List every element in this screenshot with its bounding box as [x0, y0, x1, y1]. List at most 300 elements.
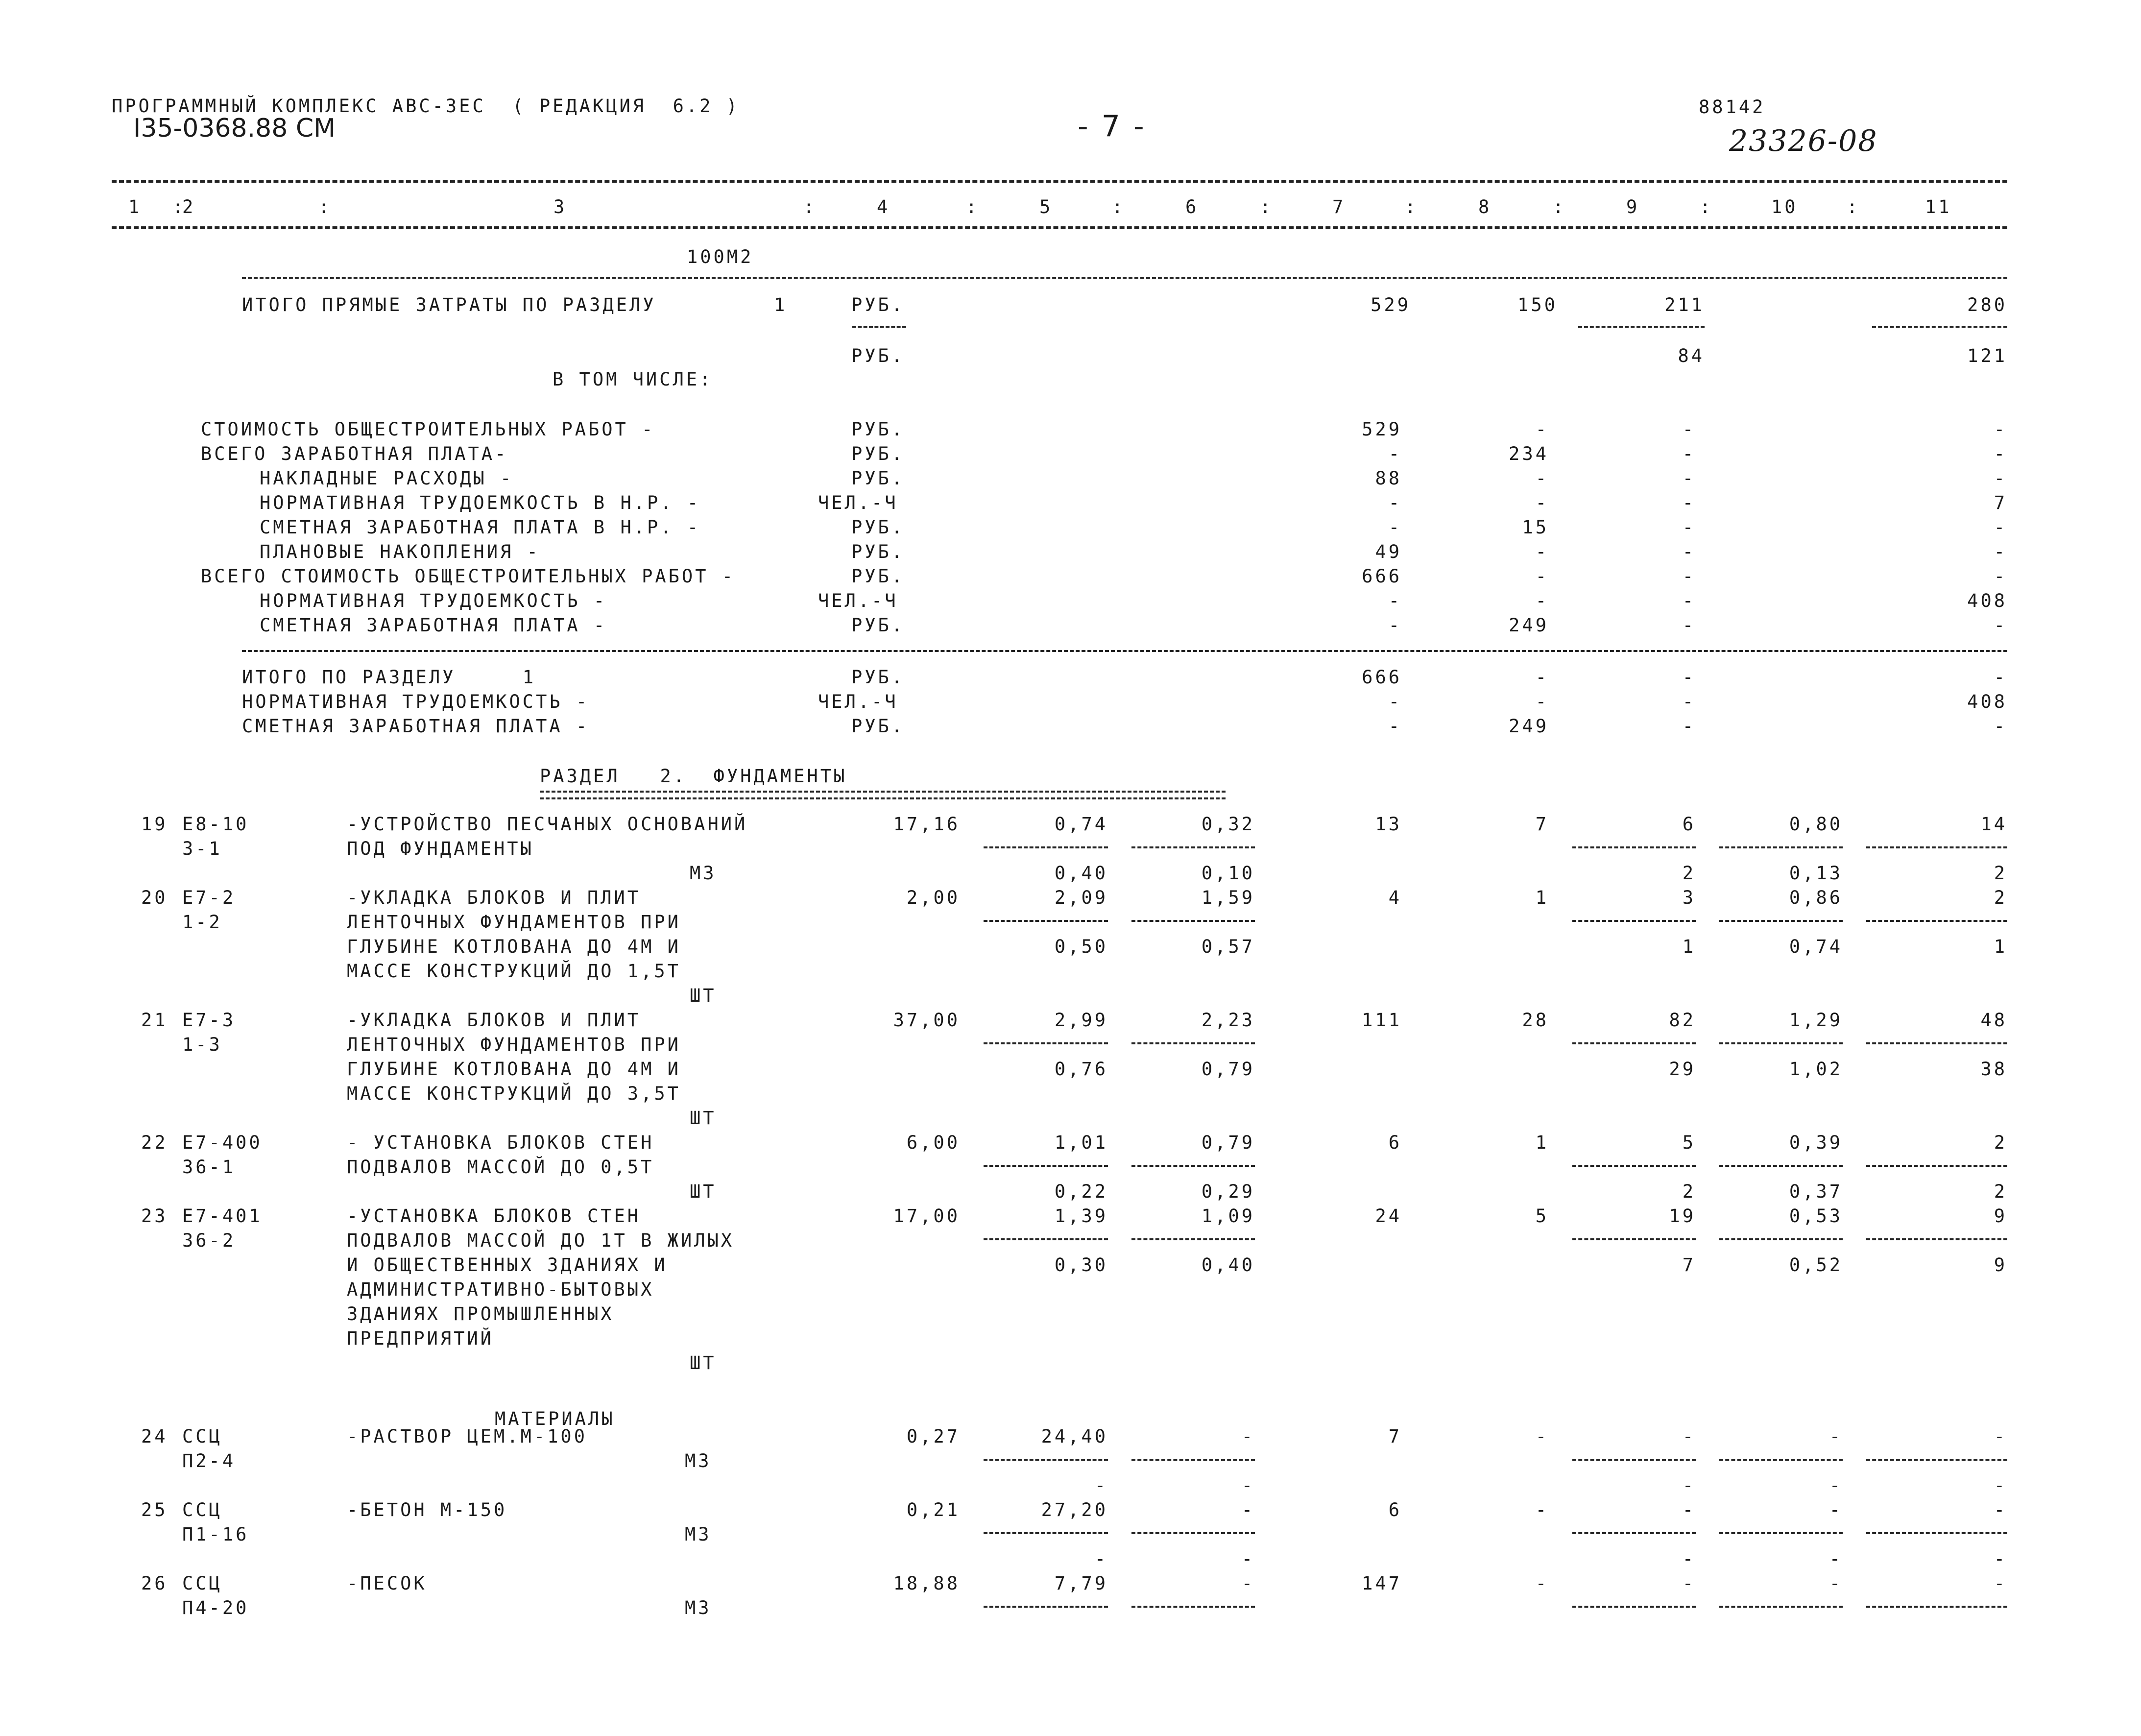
item-description: ГЛУБИНЕ КОТЛОВАНА ДО 4М И — [347, 936, 681, 957]
column-divider: : — [1260, 196, 1274, 217]
material-c9b: - — [1682, 1548, 1696, 1569]
summary-c9: - — [1682, 590, 1696, 611]
separator — [984, 1165, 1108, 1167]
column-number: 4 — [877, 196, 890, 217]
separator — [1719, 1606, 1843, 1608]
summary-c8: - — [1535, 566, 1549, 587]
item-c9: 3 — [1682, 887, 1696, 908]
column-divider: : — [803, 196, 817, 217]
material-description: -БЕТОН М-150 — [347, 1499, 507, 1520]
column-number: 11 — [1925, 196, 1952, 217]
material-c10: - — [1829, 1573, 1843, 1594]
section-total-c8: - — [1535, 691, 1549, 712]
summary-label: СМЕТНАЯ ЗАРАБОТНАЯ ПЛАТА - — [260, 615, 607, 636]
column-divider: : — [172, 196, 186, 217]
summary-c7: 49 — [1375, 541, 1402, 562]
materials-title: МАТЕРИАЛЫ — [495, 1408, 615, 1429]
item-c4: 6,00 — [906, 1132, 960, 1153]
summary-unit: РУБ. — [851, 615, 905, 636]
item-number: 20 — [141, 887, 168, 908]
material-c5b: - — [1094, 1475, 1108, 1496]
section-total-c9: - — [1682, 667, 1696, 688]
item-code-sub: 3-1 — [182, 838, 222, 859]
item-c11b: 38 — [1980, 1059, 2007, 1080]
item-c6: 1,59 — [1201, 887, 1255, 908]
column-number: 5 — [1039, 196, 1053, 217]
material-c6: - — [1241, 1426, 1255, 1447]
separator — [1719, 1238, 1843, 1240]
item-description: ПРЕДПРИЯТИЙ — [347, 1328, 494, 1349]
item-c5: 2,09 — [1054, 887, 1108, 908]
summary-c7: - — [1388, 443, 1402, 464]
summary-label: ВСЕГО ЗАРАБОТНАЯ ПЛАТА- — [201, 443, 508, 464]
item-c9: 6 — [1682, 814, 1696, 835]
totals-direct-c9: 211 — [1664, 294, 1705, 315]
item-description: -УКЛАДКА БЛОКОВ И ПЛИТ — [347, 1010, 641, 1031]
separator — [1572, 846, 1696, 848]
item-c8: 5 — [1535, 1206, 1549, 1227]
summary-unit: РУБ. — [851, 419, 905, 440]
item-c11: 48 — [1980, 1010, 2007, 1031]
summary-c11: 408 — [1967, 590, 2007, 611]
summary-c8: 234 — [1509, 443, 1549, 464]
summary-unit: РУБ. — [851, 541, 905, 562]
item-c6: 2,23 — [1201, 1010, 1255, 1031]
item-c8: 1 — [1535, 1132, 1549, 1153]
item-c11b: 9 — [1994, 1254, 2007, 1276]
section-total-c8: - — [1535, 667, 1549, 688]
column-divider: : — [318, 196, 332, 217]
totals-direct-c7: 529 — [1371, 294, 1411, 315]
material-c9b: - — [1682, 1475, 1696, 1496]
summary-unit: ЧЕЛ.-Ч — [818, 492, 898, 513]
item-unit: ШТ — [690, 1352, 717, 1374]
separator — [1866, 1165, 2007, 1167]
item-c6: 0,32 — [1201, 814, 1255, 835]
material-code: ССЦ — [182, 1499, 222, 1520]
material-c10: - — [1829, 1499, 1843, 1520]
separator — [1578, 326, 1705, 328]
item-c11b: 2 — [1994, 863, 2007, 884]
item-c5b: 0,30 — [1054, 1254, 1108, 1276]
item-c11b: 1 — [1994, 936, 2007, 957]
summary-c8: - — [1535, 419, 1549, 440]
item-code: Е7-401 — [182, 1206, 263, 1227]
item-c4: 2,00 — [906, 887, 960, 908]
summary-label: НОРМАТИВНАЯ ТРУДОЕМКОСТЬ В Н.Р. - — [260, 492, 701, 513]
column-divider: : — [966, 196, 980, 217]
material-number: 26 — [141, 1573, 168, 1594]
summary-c7: - — [1388, 492, 1402, 513]
item-c9: 19 — [1669, 1206, 1696, 1227]
page-number: - 7 - — [1078, 109, 1146, 144]
column-number: 6 — [1185, 196, 1199, 217]
material-code-sub: П2-4 — [182, 1450, 236, 1471]
section-total-c7: 666 — [1362, 667, 1402, 688]
material-code: ССЦ — [182, 1573, 222, 1594]
item-c4: 17,16 — [893, 814, 960, 835]
item-c8: 1 — [1535, 887, 1549, 908]
summary-c9: - — [1682, 468, 1696, 489]
item-code-sub: 36-1 — [182, 1157, 236, 1178]
summary-unit: РУБ. — [851, 566, 905, 587]
item-c9b: 2 — [1682, 863, 1696, 884]
separator — [984, 1238, 1108, 1240]
section-total-c11: 408 — [1967, 691, 2007, 712]
item-code: Е7-400 — [182, 1132, 263, 1153]
material-c11: - — [1994, 1573, 2007, 1594]
totals-direct-c9b: 84 — [1678, 345, 1705, 366]
totals-direct-label: ИТОГО ПРЯМЫЕ ЗАТРАТЫ ПО РАЗДЕЛУ — [242, 294, 656, 315]
summary-c8: - — [1535, 590, 1549, 611]
summary-unit: РУБ. — [851, 443, 905, 464]
material-c11: - — [1994, 1499, 2007, 1520]
item-description: МАССЕ КОНСТРУКЦИЙ ДО 3,5Т — [347, 1083, 681, 1104]
item-c9: 5 — [1682, 1132, 1696, 1153]
material-c10: - — [1829, 1426, 1843, 1447]
summary-c7: 529 — [1362, 419, 1402, 440]
separator — [1572, 1042, 1696, 1044]
separator — [1131, 1606, 1255, 1608]
separator — [1131, 1238, 1255, 1240]
column-number: 7 — [1332, 196, 1346, 217]
summary-c8: 249 — [1509, 615, 1549, 636]
material-c5: 7,79 — [1054, 1573, 1108, 1594]
item-c10: 1,29 — [1789, 1010, 1843, 1031]
material-c9: - — [1682, 1426, 1696, 1447]
item-c9b: 29 — [1669, 1059, 1696, 1080]
item-c11b: 2 — [1994, 1181, 2007, 1202]
column-divider: : — [1700, 196, 1713, 217]
separator — [1131, 1459, 1255, 1461]
summary-c8: - — [1535, 541, 1549, 562]
item-c10b: 0,37 — [1789, 1181, 1843, 1202]
including-label: В ТОМ ЧИСЛЕ: — [553, 369, 713, 390]
summary-c8: 15 — [1522, 517, 1549, 538]
separator — [984, 1042, 1108, 1044]
material-c6b: - — [1241, 1548, 1255, 1569]
separator — [852, 326, 906, 328]
item-description: ЛЕНТОЧНЫХ ФУНДАМЕНТОВ ПРИ — [347, 1034, 681, 1055]
item-c5: 1,39 — [1054, 1206, 1108, 1227]
summary-unit: РУБ. — [851, 468, 905, 489]
section-total-c8: 249 — [1509, 716, 1549, 737]
item-number: 21 — [141, 1010, 168, 1031]
material-c10b: - — [1829, 1548, 1843, 1569]
section-total-c7: - — [1388, 716, 1402, 737]
section-total-unit: РУБ. — [851, 716, 905, 737]
item-description: -УКЛАДКА БЛОКОВ И ПЛИТ — [347, 887, 641, 908]
item-c10b: 1,02 — [1789, 1059, 1843, 1080]
totals-direct-unit: РУБ. — [851, 294, 905, 315]
item-c5b: 0,40 — [1054, 863, 1108, 884]
handwritten-number: 23326-08 — [1729, 124, 1878, 158]
item-c11: 9 — [1994, 1206, 2007, 1227]
summary-c11: - — [1994, 517, 2007, 538]
summary-c9: - — [1682, 517, 1696, 538]
separator — [1866, 1606, 2007, 1608]
summary-c7: - — [1388, 615, 1402, 636]
summary-c11: - — [1994, 419, 2007, 440]
item-c10: 0,80 — [1789, 814, 1843, 835]
material-description: -РАСТВОР ЦЕМ.М-100 — [347, 1426, 587, 1447]
summary-c9: - — [1682, 492, 1696, 513]
material-description: -ПЕСОК — [347, 1573, 427, 1594]
column-divider: : — [1112, 196, 1126, 217]
item-code-sub: 1-2 — [182, 912, 222, 933]
separator — [1866, 1042, 2007, 1044]
material-unit: М3 — [685, 1597, 712, 1618]
material-c4: 0,27 — [906, 1426, 960, 1447]
item-unit: ШТ — [690, 1108, 717, 1129]
separator — [984, 920, 1108, 922]
totals-direct-section: 1 — [774, 294, 788, 315]
item-c6: 0,79 — [1201, 1132, 1255, 1153]
document-code: I35-0368.88 СМ — [133, 114, 336, 143]
separator — [1572, 1238, 1696, 1240]
item-c10b: 0,13 — [1789, 863, 1843, 884]
material-c7: 7 — [1388, 1426, 1402, 1447]
item-c10: 0,53 — [1789, 1206, 1843, 1227]
item-number: 23 — [141, 1206, 168, 1227]
separator — [984, 846, 1108, 848]
item-code-sub: 36-2 — [182, 1230, 236, 1251]
material-c10b: - — [1829, 1475, 1843, 1496]
item-c7: 4 — [1388, 887, 1402, 908]
summary-label: НАКЛАДНЫЕ РАСХОДЫ - — [260, 468, 514, 489]
header-rule-bottom — [112, 226, 2007, 229]
column-number: 9 — [1626, 196, 1640, 217]
separator — [1572, 1459, 1696, 1461]
item-description: И ОБЩЕСТВЕННЫХ ЗДАНИЯХ И — [347, 1254, 668, 1276]
item-c6b: 0,40 — [1201, 1254, 1255, 1276]
column-number: 2 — [182, 196, 196, 217]
column-number: 1 — [128, 196, 142, 217]
item-c7: 13 — [1375, 814, 1402, 835]
summary-c9: - — [1682, 541, 1696, 562]
summary-c9: - — [1682, 615, 1696, 636]
item-c8: 28 — [1522, 1010, 1549, 1031]
separator — [984, 1532, 1108, 1534]
material-code-sub: П4-20 — [182, 1597, 249, 1618]
item-c8: 7 — [1535, 814, 1549, 835]
summary-label: СТОИМОСТЬ ОБЩЕСТРОИТЕЛЬНЫХ РАБОТ - — [201, 419, 655, 440]
material-c11: - — [1994, 1426, 2007, 1447]
material-code: ССЦ — [182, 1426, 222, 1447]
separator — [1719, 1459, 1843, 1461]
separator — [1572, 920, 1696, 922]
column-divider: : — [1405, 196, 1419, 217]
item-unit: М3 — [690, 863, 717, 884]
material-c11b: - — [1994, 1548, 2007, 1569]
item-c9b: 1 — [1682, 936, 1696, 957]
separator — [1719, 1042, 1843, 1044]
separator — [1572, 1165, 1696, 1167]
header-rule-top — [112, 180, 2007, 183]
material-c9: - — [1682, 1573, 1696, 1594]
item-c9: 82 — [1669, 1010, 1696, 1031]
summary-label: НОРМАТИВНАЯ ТРУДОЕМКОСТЬ - — [260, 590, 607, 611]
summary-c9: - — [1682, 566, 1696, 587]
summary-c11: 7 — [1994, 492, 2007, 513]
item-c6: 1,09 — [1201, 1206, 1255, 1227]
separator — [984, 1606, 1108, 1608]
summary-label: ВСЕГО СТОИМОСТЬ ОБЩЕСТРОИТЕЛЬНЫХ РАБОТ - — [201, 566, 736, 587]
separator — [1866, 920, 2007, 922]
item-description: ГЛУБИНЕ КОТЛОВАНА ДО 4М И — [347, 1059, 681, 1080]
material-number: 25 — [141, 1499, 168, 1520]
section-total-c11: - — [1994, 667, 2007, 688]
material-c8: - — [1535, 1426, 1549, 1447]
totals-direct-c11: 280 — [1967, 294, 2007, 315]
section-total-c9: - — [1682, 716, 1696, 737]
item-description: АДМИНИСТРАТИВНО-БЫТОВЫХ — [347, 1279, 654, 1300]
item-c11: 14 — [1980, 814, 2007, 835]
item-c9b: 2 — [1682, 1181, 1696, 1202]
item-c6b: 0,57 — [1201, 936, 1255, 957]
item-unit: ШТ — [690, 985, 717, 1006]
summary-c7: - — [1388, 590, 1402, 611]
item-description: - УСТАНОВКА БЛОКОВ СТЕН — [347, 1132, 654, 1153]
item-description: ПОД ФУНДАМЕНТЫ — [347, 838, 534, 859]
summary-c7: 88 — [1375, 468, 1402, 489]
column-divider: : — [1553, 196, 1566, 217]
item-c6b: 0,10 — [1201, 863, 1255, 884]
item-description: ПОДВАЛОВ МАССОЙ ДО 0,5Т — [347, 1157, 654, 1178]
material-c5b: - — [1094, 1548, 1108, 1569]
separator — [1866, 1459, 2007, 1461]
summary-c7: 666 — [1362, 566, 1402, 587]
separator — [984, 1459, 1108, 1461]
item-c6b: 0,79 — [1201, 1059, 1255, 1080]
item-number: 19 — [141, 814, 168, 835]
summary-c9: - — [1682, 443, 1696, 464]
rule-under-unit — [242, 277, 2007, 279]
material-c5: 24,40 — [1041, 1426, 1108, 1447]
separator — [1131, 1532, 1255, 1534]
summary-c9: - — [1682, 419, 1696, 440]
separator — [1131, 1042, 1255, 1044]
separator — [1872, 326, 2007, 328]
material-c6: - — [1241, 1499, 1255, 1520]
item-code: Е8-10 — [182, 814, 249, 835]
item-code-sub: 1-3 — [182, 1034, 222, 1055]
column-number: 3 — [553, 196, 567, 217]
material-c7: 6 — [1388, 1499, 1402, 1520]
separator — [1131, 846, 1255, 848]
totals-direct-unit2: РУБ. — [851, 345, 905, 366]
separator — [1572, 1606, 1696, 1608]
material-c4: 0,21 — [906, 1499, 960, 1520]
material-c7: 147 — [1362, 1573, 1402, 1594]
item-c4: 17,00 — [893, 1206, 960, 1227]
item-description: МАССЕ КОНСТРУКЦИЙ ДО 1,5Т — [347, 961, 681, 982]
material-c8: - — [1535, 1573, 1549, 1594]
material-c6b: - — [1241, 1475, 1255, 1496]
column-number: 10 — [1771, 196, 1798, 217]
material-code-sub: П1-16 — [182, 1524, 249, 1545]
rule-before-section-totals — [242, 650, 2007, 652]
document-number: 88142 — [1699, 96, 1766, 118]
material-c6: - — [1241, 1573, 1255, 1594]
item-c10b: 0,52 — [1789, 1254, 1843, 1276]
summary-unit: ЧЕЛ.-Ч — [818, 590, 898, 611]
item-c11: 2 — [1994, 887, 2007, 908]
material-c4: 18,88 — [893, 1573, 960, 1594]
item-c10: 0,86 — [1789, 887, 1843, 908]
material-number: 24 — [141, 1426, 168, 1447]
summary-label: ПЛАНОВЫЕ НАКОПЛЕНИЯ - — [260, 541, 540, 562]
column-divider: : — [1847, 196, 1860, 217]
section-total-unit: РУБ. — [851, 667, 905, 688]
totals-direct-c11b: 121 — [1967, 345, 2007, 366]
separator — [1866, 846, 2007, 848]
summary-label: СМЕТНАЯ ЗАРАБОТНАЯ ПЛАТА В Н.Р. - — [260, 517, 701, 538]
separator — [1719, 1165, 1843, 1167]
summary-c11: - — [1994, 615, 2007, 636]
item-unit: ШТ — [690, 1181, 717, 1202]
item-c7: 6 — [1388, 1132, 1402, 1153]
section-total-label: ИТОГО ПО РАЗДЕЛУ 1 — [242, 667, 536, 688]
item-description: ЗДАНИЯХ ПРОМЫШЛЕННЫХ — [347, 1303, 614, 1325]
section-title: РАЗДЕЛ 2. ФУНДАМЕНТЫ — [540, 766, 847, 787]
item-c5b: 0,22 — [1054, 1181, 1108, 1202]
column-number: 8 — [1478, 196, 1492, 217]
separator — [1866, 1532, 2007, 1534]
item-description: -УСТРОЙСТВО ПЕСЧАНЫХ ОСНОВАНИЙ — [347, 814, 748, 835]
material-c9: - — [1682, 1499, 1696, 1520]
section-total-unit: ЧЕЛ.-Ч — [818, 691, 898, 712]
section-total-c7: - — [1388, 691, 1402, 712]
summary-c11: - — [1994, 468, 2007, 489]
section-total-label: СМЕТНАЯ ЗАРАБОТНАЯ ПЛАТА - — [242, 716, 590, 737]
item-c5: 0,74 — [1054, 814, 1108, 835]
item-c5b: 0,50 — [1054, 936, 1108, 957]
separator — [1131, 920, 1255, 922]
item-c7: 111 — [1362, 1010, 1402, 1031]
summary-c8: - — [1535, 492, 1549, 513]
item-c5b: 0,76 — [1054, 1059, 1108, 1080]
separator — [1572, 1532, 1696, 1534]
item-description: -УСТАНОВКА БЛОКОВ СТЕН — [347, 1206, 641, 1227]
separator — [1719, 920, 1843, 922]
material-c11b: - — [1994, 1475, 2007, 1496]
material-c5: 27,20 — [1041, 1499, 1108, 1520]
item-c10b: 0,74 — [1789, 936, 1843, 957]
item-c11: 2 — [1994, 1132, 2007, 1153]
item-c10: 0,39 — [1789, 1132, 1843, 1153]
item-code: Е7-2 — [182, 887, 236, 908]
separator — [1131, 1165, 1255, 1167]
item-c5: 1,01 — [1054, 1132, 1108, 1153]
section-title-underline — [540, 791, 1226, 799]
summary-c11: - — [1994, 541, 2007, 562]
item-description: ЛЕНТОЧНЫХ ФУНДАМЕНТОВ ПРИ — [347, 912, 681, 933]
item-c6b: 0,29 — [1201, 1181, 1255, 1202]
item-c7: 24 — [1375, 1206, 1402, 1227]
totals-direct-c8: 150 — [1517, 294, 1558, 315]
separator — [1719, 1532, 1843, 1534]
material-unit: М3 — [685, 1524, 712, 1545]
unit-label: 100М2 — [687, 246, 754, 267]
item-code: Е7-3 — [182, 1010, 236, 1031]
program-title: ПРОГРАММНЫЙ КОМПЛЕКС АВС-ЗЕС ( РЕДАКЦИЯ 6.2 ) — [112, 96, 740, 117]
item-number: 22 — [141, 1132, 168, 1153]
summary-c11: - — [1994, 443, 2007, 464]
material-unit: М3 — [685, 1450, 712, 1471]
summary-c11: - — [1994, 566, 2007, 587]
section-total-c11: - — [1994, 716, 2007, 737]
